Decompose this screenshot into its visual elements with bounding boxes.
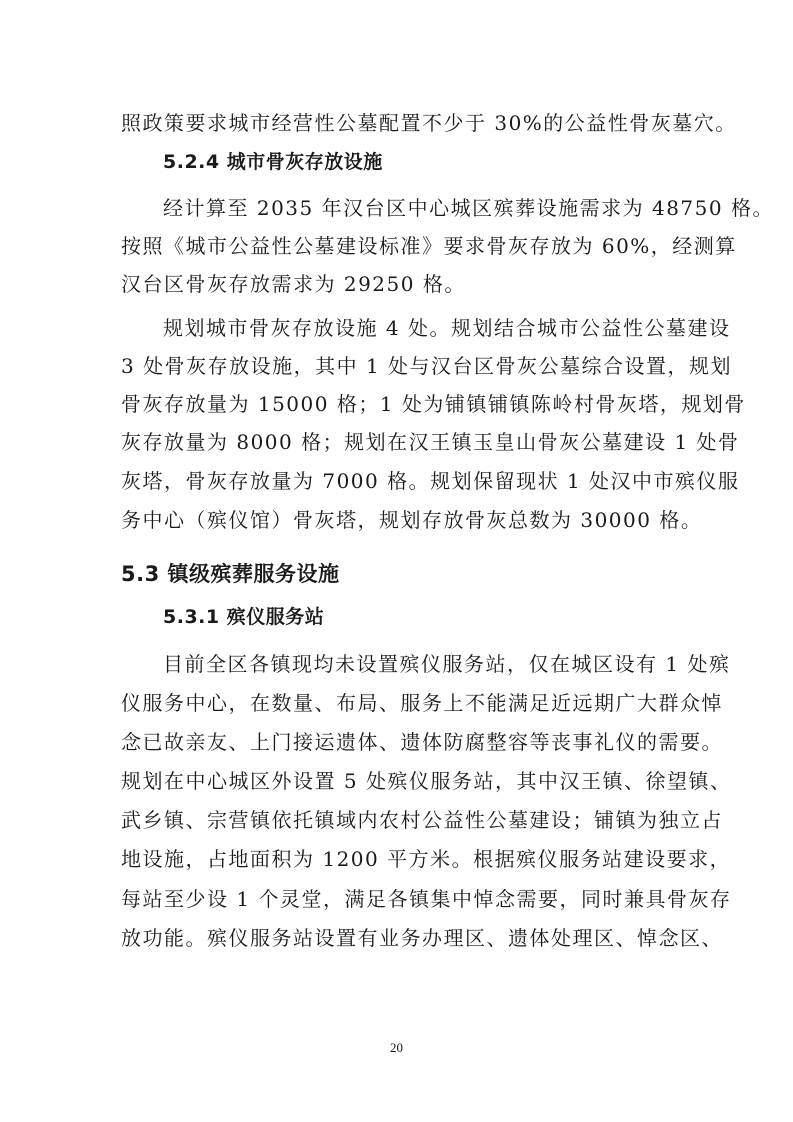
paragraph-line: 目前全区各镇现均未设置殡仪服务站，仅在城区设有 1 处殡 — [163, 652, 731, 676]
paragraph-line: 每站至少设 1 个灵堂，满足各镇集中悼念需要，同时兼具骨灰存 — [121, 887, 732, 911]
paragraph-line: 规划在中心城区外设置 5 处殡仪服务站，其中汉王镇、徐望镇、 — [121, 769, 732, 793]
paragraph-line: 骨灰存放量为 15000 格；1 处为铺镇铺镇陈岭村骨灰塔，规划骨 — [121, 392, 746, 416]
section-heading-5-3-1: 5.3.1 殡仪服务站 — [163, 606, 325, 628]
section-heading-5-3: 5.3 镇级殡葬服务设施 — [121, 562, 340, 586]
paragraph-line: 武乡镇、宗营镇依托镇域内农村公益性公墓建设；铺镇为独立占 — [121, 808, 723, 832]
paragraph-line: 地设施，占地面积为 1200 平方米。根据殡仪服务站建设要求， — [121, 847, 732, 871]
paragraph-line: 3 处骨灰存放设施，其中 1 处与汉台区骨灰公墓综合设置，规划 — [121, 354, 733, 378]
paragraph-line: 务中心（殡仪馆）骨灰塔，规划存放骨灰总数为 30000 格。 — [121, 508, 703, 532]
paragraph-line: 规划城市骨灰存放设施 4 处。规划结合城市公益性公墓建设 — [163, 316, 731, 340]
paragraph-line: 念已故亲友、上门接运遗体、遗体防腐整容等丧事礼仪的需要。 — [121, 730, 723, 754]
paragraph-line: 按照《城市公益性公墓建设标准》要求骨灰存放为 60%，经测算 — [121, 234, 737, 258]
paragraph-line: 灰存放量为 8000 格；规划在汉王镇玉皇山骨灰公墓建设 1 处骨 — [121, 430, 740, 454]
paragraph-line: 经计算至 2035 年汉台区中心城区殡葬设施需求为 48750 格。 — [163, 196, 774, 220]
page-number: 20 — [390, 1040, 403, 1055]
paragraph-line: 灰塔，骨灰存放量为 7000 格。规划保留现状 1 处汉中市殡仪服 — [121, 469, 740, 493]
paragraph-line: 汉台区骨灰存放需求为 29250 格。 — [121, 272, 466, 296]
paragraph-line: 放功能。殡仪服务站设置有业务办理区、遗体处理区、悼念区、 — [121, 926, 723, 950]
paragraph-line: 仪服务中心，在数量、布局、服务上不能满足近远期广大群众悼 — [121, 691, 723, 715]
paragraph-line: 照政策要求城市经营性公墓配置不少于 30%的公益性骨灰墓穴。 — [121, 111, 737, 135]
section-heading-5-2-4: 5.2.4 城市骨灰存放设施 — [163, 151, 383, 173]
